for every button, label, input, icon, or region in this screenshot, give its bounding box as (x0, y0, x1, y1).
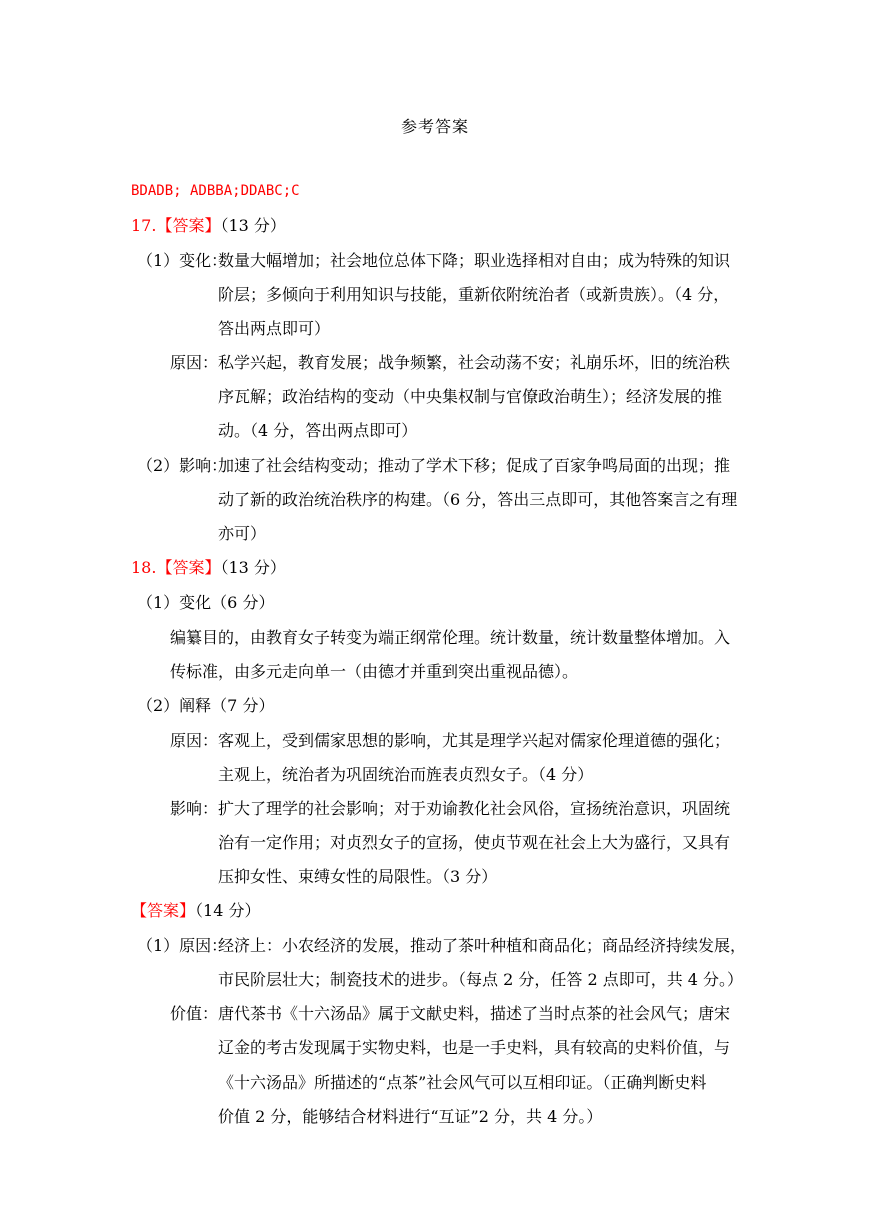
q18-reason-line: 客观上，受到儒家思想的影响，尤其是理学兴起对儒家伦理道德的强化； (218, 731, 731, 750)
q19-value-label: 价值： (170, 1004, 219, 1023)
page-title: 参考答案 (400, 117, 469, 136)
choice-answers: BDADB; ADBBA;DDABC;C (131, 183, 300, 199)
q17-reason-line: 序瓦解；政治结构的变动（中央集权制与官僚政治萌生）；经济发展的推 (218, 387, 723, 406)
q17-p2-line: 动了新的政治统治秩序的构建。（6 分，答出三点即可，其他答案言之有理 (218, 490, 738, 509)
q19-score: （14 分） (195, 901, 261, 920)
q18-heading (131, 558, 286, 578)
q18-reason-label: 原因： (170, 731, 219, 750)
q17-heading (131, 216, 286, 236)
q18-effect-line: 压抑女性、束缚女性的局限性。（3 分） (218, 867, 498, 886)
q19-value-line: 《十六汤品》所描述的“点茶”社会风气可以互相印证。（正确判断史料 (218, 1073, 707, 1092)
q17-reason-line: 私学兴起，教育发展；战争频繁，社会动荡不安；礼崩乐坏，旧的统治秩 (218, 353, 731, 372)
q17-p1-line: 阶层；多倾向于利用知识与技能，重新依附统治者（或新贵族）。（4 分， (218, 285, 730, 304)
q19-heading (131, 901, 260, 921)
q19-p1-line: 经济上：小农经济的发展，推动了茶叶种植和商品化；商品经济持续发展， (218, 936, 747, 955)
q18-effect-line: 治有一定作用；对贞烈女子的宣扬，使贞节观在社会上大为盛行，又具有 (218, 833, 731, 852)
q19-value-line: 辽金的考古发现属于实物史料，也是一手史料，具有较高的史料价值，与 (218, 1038, 731, 1057)
q17-p1-line: 数量大幅增加；社会地位总体下降；职业选择相对自由；成为特殊的知识 (218, 251, 731, 270)
q18-reason-line: 主观上，统治者为巩固统治而旌表贞烈女子。（4 分） (218, 765, 594, 784)
q18-p1-line: 传标准，由多元走向单一（由德才并重到突出重视品德）。 (170, 662, 579, 681)
q18-p1-line: 编纂目的，由教育女子转变为端正纲常伦理。统计数量，统计数量整体增加。入 (170, 628, 731, 647)
q19-value-line: 唐代茶书《十六汤品》属于文献史料，描述了当时点茶的社会风气；唐宋 (218, 1004, 731, 1023)
q18-number: 18. (131, 558, 157, 577)
q17-p2-label: （2）影响： (137, 456, 228, 475)
q17-answer-tag: 【答案】 (156, 216, 221, 235)
q18-answer-tag: 【答案】 (156, 558, 221, 577)
q18-effect-line: 扩大了理学的社会影响；对于劝谕教化社会风俗，宣扬统治意识，巩固统 (218, 799, 731, 818)
q18-p1-label: （1）变化（6 分） (137, 593, 275, 612)
q17-p1-label: （1）变化： (137, 251, 228, 270)
q17-p2-line: 亦可） (218, 524, 267, 543)
q18-effect-label: 影响： (170, 799, 219, 818)
q19-answer-tag: 【答案】 (131, 901, 196, 920)
q18-p2-label: （2）阐释（7 分） (137, 696, 275, 715)
q17-number: 17. (131, 216, 157, 235)
q17-score: （13 分） (220, 216, 286, 235)
q17-p2-line: 加速了社会结构变动；推动了学术下移；促成了百家争鸣局面的出现；推 (218, 456, 731, 475)
q17-reason-line: 动。（4 分，答出两点即可） (218, 421, 418, 440)
q18-score: （13 分） (220, 558, 286, 577)
q19-p1-label: （1）原因： (137, 936, 228, 955)
q19-value-line: 价值 2 分，能够结合材料进行“互证”2 分，共 4 分。） (218, 1107, 603, 1126)
q17-p1-line: 答出两点即可） (218, 319, 331, 338)
q19-p1-line: 市民阶层壮大；制瓷技术的进步。（每点 2 分，任答 2 点即可，共 4 分。） (218, 970, 744, 989)
q17-reason-label: 原因： (170, 353, 219, 372)
